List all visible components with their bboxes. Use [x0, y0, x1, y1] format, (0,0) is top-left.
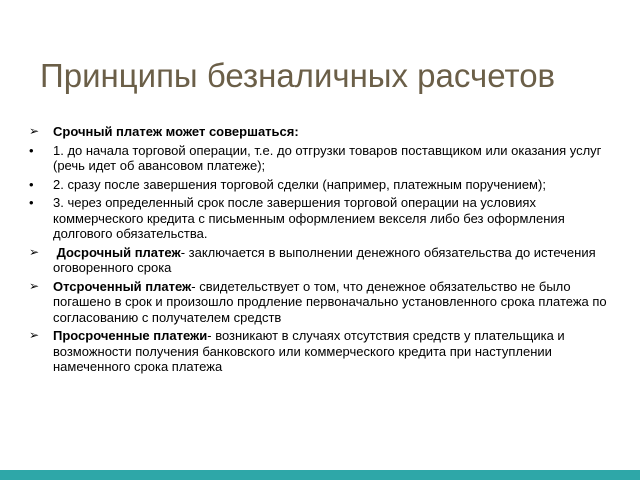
item-text: - свидетельствует о том, что денежное обязательство не было погашено в срок и произошло продление первоначально установленного срока платежа по согласованию с получателем средств [53, 278, 607, 325]
slide-body [29, 124, 625, 378]
list-item-urgent-payment [29, 124, 625, 140]
list-item-overdue-payments [29, 328, 625, 375]
bottom-accent-bar [0, 470, 640, 480]
dot-bullet-icon: • [29, 195, 34, 210]
slide-title: Принципы безналичных расчетов [40, 57, 556, 94]
item-text: 2. сразу после завершения торговой сделки (например, платежным поручением); [53, 176, 546, 192]
item-text: 1. до начала торговой операции, т.е. до отгрузки товаров поставщиком или оказания услуг (речь идет об авансовом платеже); [53, 142, 602, 173]
item-text: 3. через определенный срок после завершения торговой операции на условиях коммерческого кредита с письменным оформлением векселя либо без оформления долгового обязательства. [53, 195, 565, 241]
item-text: - заключается в выполнении денежного обязательства до истечения оговоренного срока [53, 244, 596, 275]
list-item-after-trade [29, 177, 625, 193]
item-heading: Отсроченный платеж [53, 278, 192, 294]
item-heading: Просроченные платежи [53, 328, 208, 343]
list-item-before-trade [29, 143, 625, 174]
list-item-commercial-credit [29, 195, 625, 242]
list-item-deferred-payment [29, 279, 625, 326]
arrow-bullet-icon: ➢ [29, 328, 40, 342]
dot-bullet-icon: • [29, 142, 34, 158]
list-item-early-payment [29, 245, 625, 276]
arrow-bullet-icon: ➢ [29, 124, 40, 138]
item-text: - возникают в случаях отсутствия средств у плательщика и возможности получения банковского или коммерческого кредита при наступлении намеченного срока платежа [53, 328, 565, 374]
arrow-bullet-icon: ➢ [29, 278, 40, 293]
dot-bullet-icon: • [29, 176, 34, 192]
item-heading: Срочный платеж может совершаться: [53, 124, 299, 139]
item-heading: Досрочный платеж [53, 244, 181, 260]
arrow-bullet-icon: ➢ [29, 244, 40, 259]
